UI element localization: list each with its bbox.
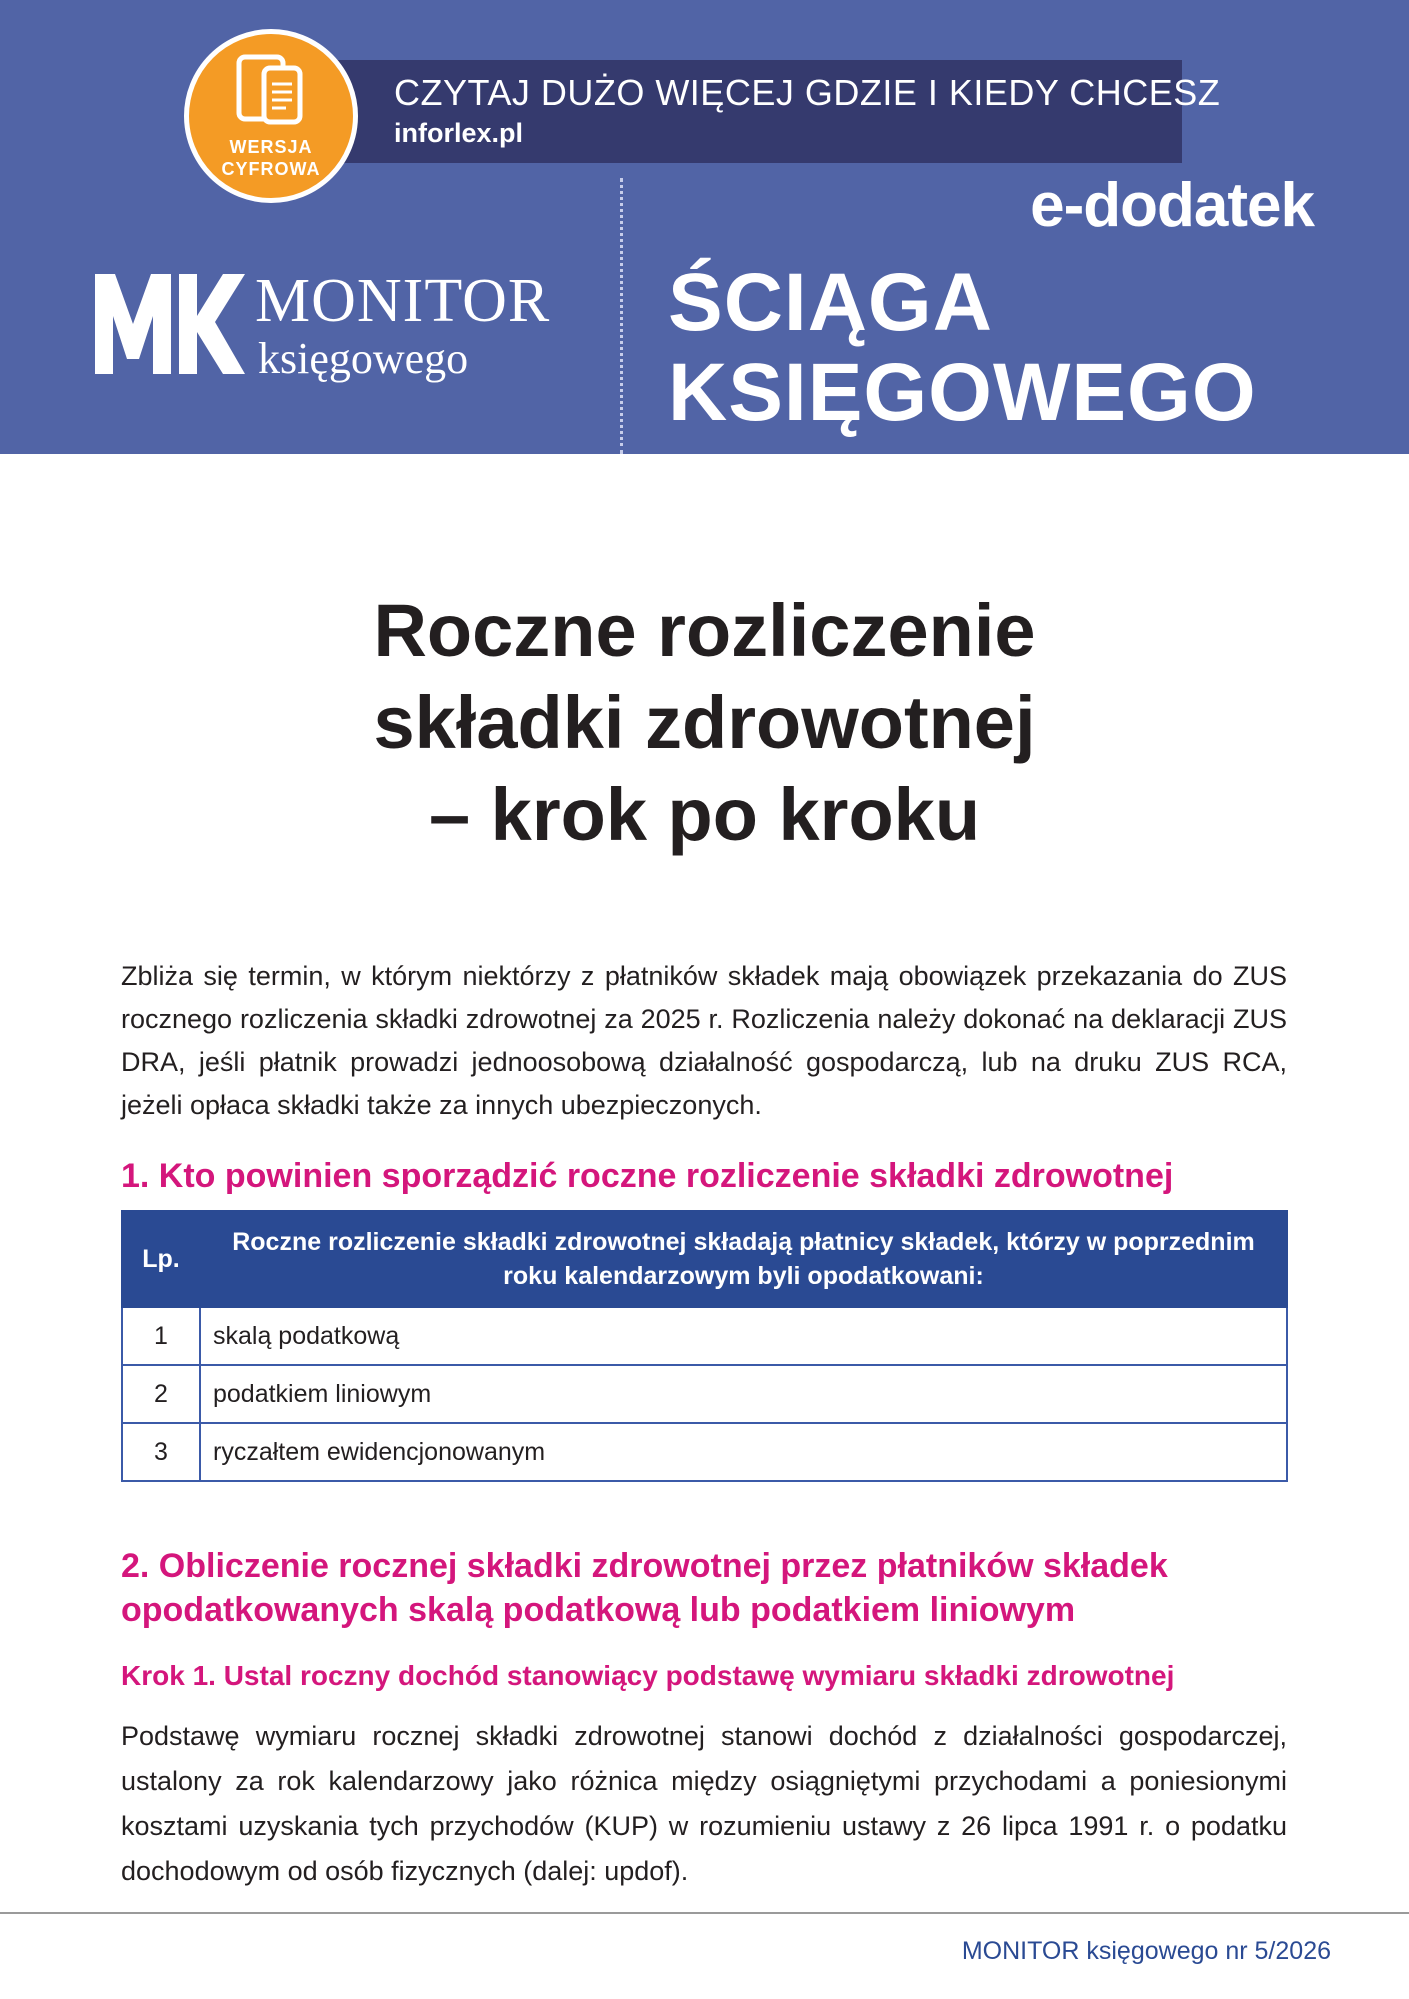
digital-version-badge[interactable] bbox=[184, 29, 358, 203]
step1-heading: Krok 1. Ustal roczny dochód stanowiący podstawę wymiaru składki zdrowotnej bbox=[121, 1660, 1175, 1691]
supplement-label: e-dodatek bbox=[1030, 171, 1314, 240]
article-title-line: – krok po kroku bbox=[428, 773, 981, 856]
promo-link[interactable]: inforlex.pl bbox=[394, 118, 524, 148]
promo-headline: CZYTAJ DUŻO WIĘCEJ GDZIE I KIEDY CHCESZ bbox=[394, 72, 1221, 113]
article-title-line: Roczne rozliczenie bbox=[373, 589, 1036, 672]
row-text: skalą podatkową bbox=[200, 1307, 1287, 1365]
row-number: 1 bbox=[122, 1307, 200, 1365]
table-row bbox=[122, 1307, 1287, 1365]
section1-heading: 1. Kto powinien sporządzić roczne rozliczenie składki zdrowotnej bbox=[121, 1157, 1174, 1195]
logo-word-ksiegowego: księgowego bbox=[258, 334, 469, 383]
row-text: ryczałtem ewidencjonowanym bbox=[200, 1423, 1287, 1481]
footer-issue-label: MONITOR księgowego nr 5/2026 bbox=[961, 1937, 1331, 1965]
publication-title-line2: KSIĘGOWEGO bbox=[668, 347, 1257, 438]
header-banner bbox=[0, 0, 1409, 454]
taxation-table bbox=[121, 1210, 1288, 1482]
row-number: 3 bbox=[122, 1423, 200, 1481]
column-header-lp: Lp. bbox=[122, 1211, 200, 1307]
article-title-line: składki zdrowotnej bbox=[373, 681, 1036, 764]
mk-logo bbox=[95, 274, 245, 374]
step1-paragraph: Podstawę wymiaru rocznej składki zdrowotnej stanowi dochód z działalności gospodarczej, ustalony za rok kalendarzowy jako różnica między osiągniętymi przychodami a poniesionymi kosztami uzyskania tych przychodów (KUP) w rozumieniu ustawy z 26 lipca 1991 r. o podatku dochodowym od osób fizycznych (dalej: updof). bbox=[121, 1721, 1287, 1886]
row-number: 2 bbox=[122, 1365, 200, 1423]
logo-word-monitor: MONITOR bbox=[255, 267, 551, 335]
header-divider bbox=[620, 178, 623, 454]
table-header-row bbox=[122, 1211, 1287, 1307]
table-row bbox=[122, 1365, 1287, 1423]
footer-divider bbox=[0, 1912, 1409, 1914]
badge-label-line1: WERSJA bbox=[229, 137, 313, 157]
tablet-phone-icon bbox=[236, 54, 306, 126]
promo-bar[interactable] bbox=[318, 60, 1221, 163]
section2-heading: 2. Obliczenie rocznej składki zdrowotnej przez płatników składek opodatkowanych skalą podatkową lub podatkiem liniowym bbox=[121, 1547, 1168, 1629]
intro-paragraph: Zbliża się termin, w którym niektórzy z płatników składek mają obowiązek przekazania do ZUS rocznego rozliczenia składki zdrowotnej za 2025 r. Rozliczenia należy dokonać na deklaracji ZUS DRA, jeśli płatnik prowadzi jednoosobową działalność gospodarczą, lub na druku ZUS RCA, jeżeli opłaca składki także za innych ubezpieczonych. bbox=[121, 961, 1287, 1120]
table-row bbox=[122, 1423, 1287, 1481]
row-text: podatkiem liniowym bbox=[200, 1365, 1287, 1423]
article-title bbox=[0, 585, 1409, 861]
badge-label-line2: CYFROWA bbox=[221, 159, 321, 179]
column-header-description: Roczne rozliczenie składki zdrowotnej składają płatnicy składek, którzy w poprzednim roku kalendarzowym byli opodatkowani: bbox=[200, 1211, 1287, 1307]
publication-title-line1: ŚCIĄGA bbox=[668, 257, 993, 348]
